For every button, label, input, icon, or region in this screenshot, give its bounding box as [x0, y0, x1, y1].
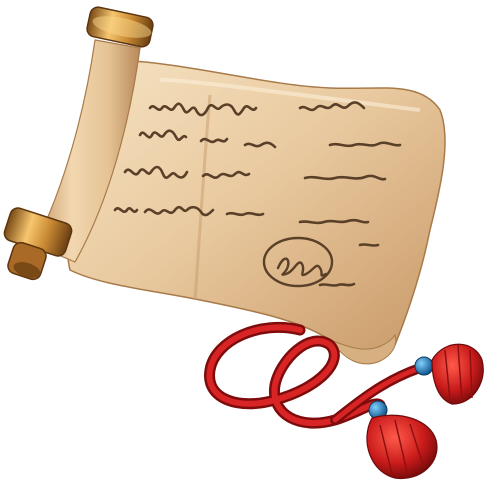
tassel-upper	[415, 344, 483, 404]
tassel-lower	[367, 401, 437, 479]
